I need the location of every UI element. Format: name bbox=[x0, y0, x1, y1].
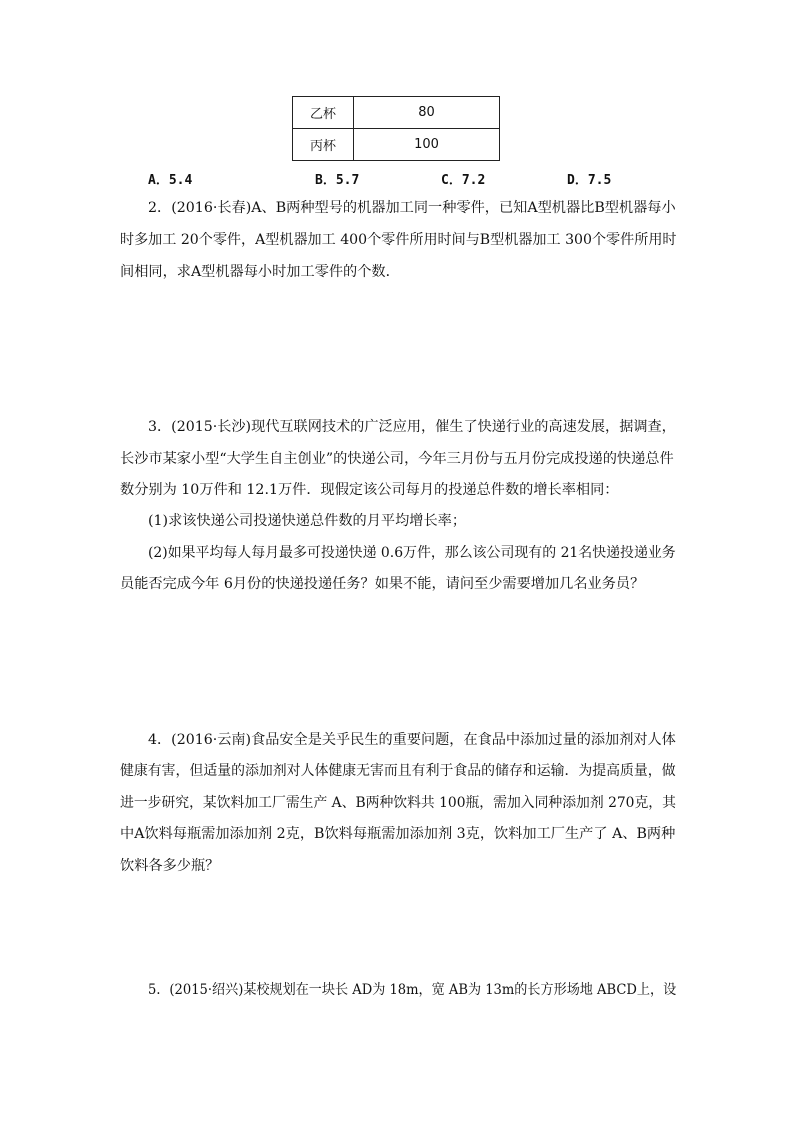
q2-line: 时多加工 20个零件，A型机器加工 400个零件所用时间与B型机器加工 300个零件所用时 bbox=[120, 232, 677, 248]
cup-table bbox=[292, 96, 500, 161]
q4-line: 健康有害，但适量的添加剂对人体健康无害而且有利于食品的储存和运输．为提高质量，做 bbox=[120, 763, 676, 779]
q3-subquestion-2: (2)如果平均每人每月最多可投递快递 0.6万件，那么该公司现有的 21名快递投递业务 bbox=[148, 545, 676, 561]
q2-line: 间相同，求A型机器每小时加工零件的个数． bbox=[120, 264, 400, 280]
table-row bbox=[293, 97, 500, 129]
q3-line: 长沙市某家小型“大学生自主创业”的快递公司，今年三月份与五月份完成投递的快递总件 bbox=[120, 451, 674, 467]
q3-line: 员能否完成今年 6月份的快递投递任务？如果不能，请问至少需要增加几名业务员？ bbox=[120, 576, 645, 592]
q4-line: 饮料各多少瓶？ bbox=[120, 858, 220, 874]
choice-b: B．5.7 bbox=[315, 173, 360, 188]
q4-line: 中A饮料每瓶需加添加剂 2克，B饮料每瓶需加添加剂 3克，饮料加工厂生产了 A、B两种 bbox=[120, 826, 676, 842]
row-value: 100 bbox=[354, 129, 500, 161]
q4-line: 4．(2016·云南)食品安全是关乎民生的重要问题，在食品中添加过量的添加剂对人体 bbox=[148, 732, 676, 748]
q2-line: 2．(2016·长春)A、B两种型号的机器加工同一种零件，已知A型机器比B型机器每小 bbox=[148, 200, 676, 216]
row-value: 80 bbox=[354, 97, 500, 129]
q4-line: 进一步研究，某饮料加工厂需生产 A、B两种饮料共 100瓶，需加入同种添加剂 270克，其 bbox=[120, 795, 676, 811]
row-label: 丙杯 bbox=[293, 129, 354, 161]
choice-c: C．7.2 bbox=[441, 173, 486, 188]
table-row bbox=[293, 129, 500, 161]
answer-choices bbox=[148, 169, 668, 187]
choice-d: D．7.5 bbox=[567, 173, 612, 188]
q3-line: 数分别为 10万件和 12.1万件．现假定该公司每月的投递总件数的增长率相同： bbox=[120, 482, 619, 498]
row-label: 乙杯 bbox=[293, 97, 354, 129]
choice-a: A．5.4 bbox=[148, 173, 193, 188]
q5-line: 5．(2015·绍兴)某校规划在一块长 AD为 18m，宽 AB为 13m的长方形场地 ABCD上，设 bbox=[148, 982, 677, 998]
q3-subquestion-1: (1)求该快递公司投递快递总件数的月平均增长率； bbox=[148, 513, 467, 529]
q3-line: 3．(2015·长沙)现代互联网技术的广泛应用，催生了快递行业的高速发展，据调查， bbox=[148, 419, 676, 435]
